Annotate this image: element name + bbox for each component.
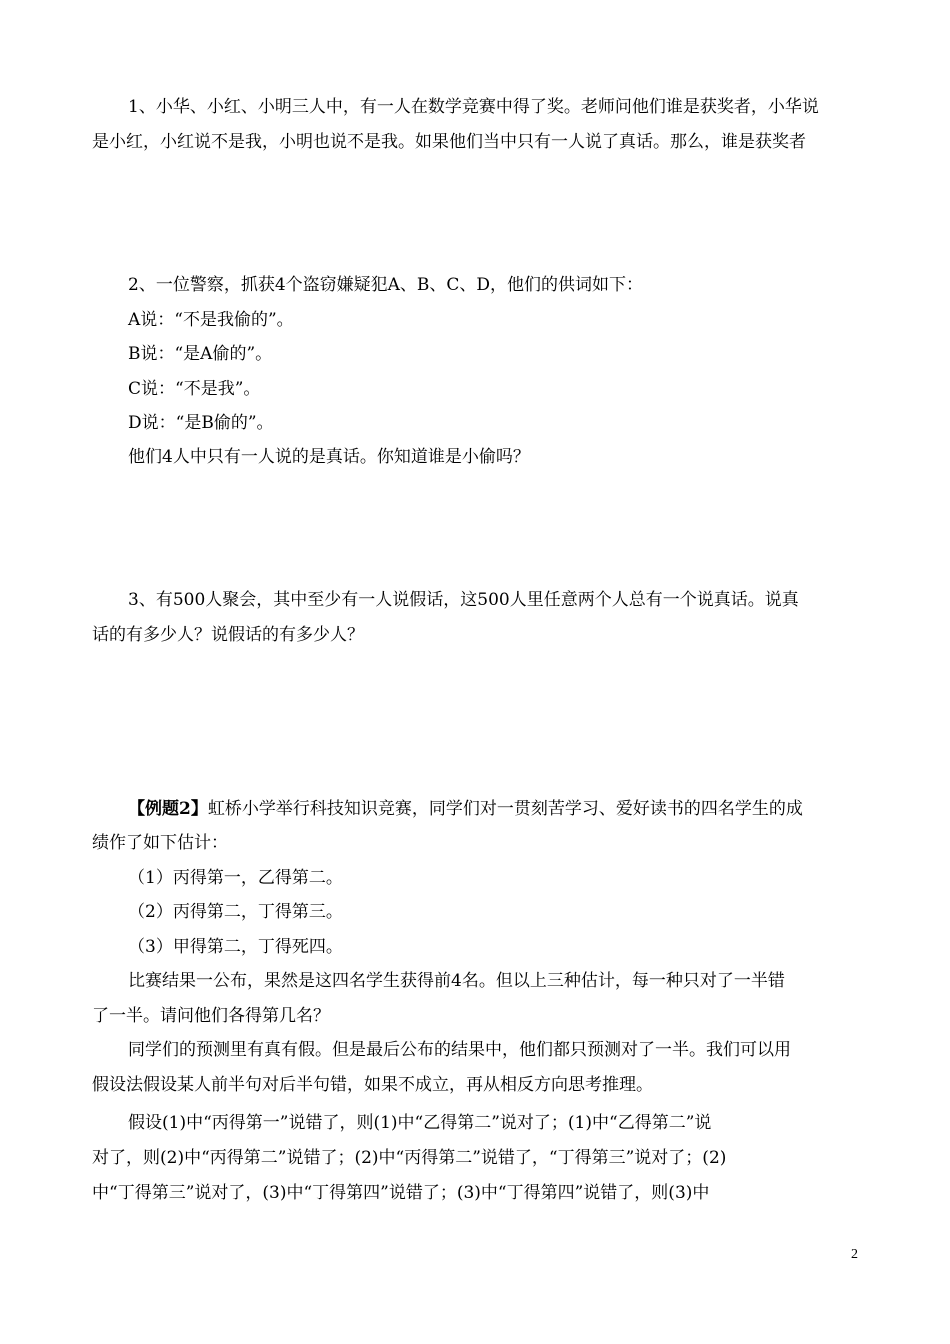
reasoning-line-2: 对了，则(2)中“丙得第二”说错了；(2)中“丙得第二”说错了，“丁得第三”说对了；(2): [92, 1148, 727, 1168]
analysis-line-1: 同学们的预测里有真有假。但是最后公布的结果中，他们都只预测对了一半。我们可以用: [128, 1040, 791, 1060]
estimate-2: （2）丙得第二，丁得第三。: [128, 902, 343, 922]
problem-2-statement-c: C说：“不是我”。: [128, 379, 261, 399]
problem-2-statement-b: B说：“是A偷的”。: [128, 344, 273, 364]
problem-1-line-2: 是小红，小红说不是我，小明也说不是我。如果他们当中只有一人说了真话。那么，谁是获奖者: [92, 132, 806, 152]
problem-2-question: 他们4人中只有一人说的是真话。你知道谁是小偷吗？: [128, 447, 530, 467]
example-2-label: 【例题2】: [128, 799, 208, 819]
estimate-1: （1）丙得第一，乙得第二。: [128, 868, 343, 888]
problem-3-line-2: 话的有多少人？说假话的有多少人？: [92, 625, 364, 645]
problem-2-statement-d: D说：“是B偷的”。: [128, 413, 274, 433]
page-number: 2: [851, 1247, 858, 1262]
reasoning-line-3: 中“丁得第三”说对了，(3)中“丁得第四”说错了；(3)中“丁得第四”说错了，则(3)中: [92, 1183, 710, 1203]
analysis-line-2: 假设法假设某人前半句对后半句错，如果不成立，再从相反方向思考推理。: [92, 1075, 653, 1095]
problem-2-statement-a: A说：“不是我偷的”。: [128, 310, 294, 330]
problem-3-line-1: 3、有500人聚会，其中至少有一人说假话，这500人里任意两个人总有一个说真话。说真: [128, 590, 799, 610]
example-2-line-2: 绩作了如下估计：: [92, 833, 228, 853]
result-line-1: 比赛结果一公布，果然是这四名学生获得前4名。但以上三种估计，每一种只对了一半错: [128, 971, 785, 991]
problem-1-line-1: 1、小华、小红、小明三人中，有一人在数学竞赛中得了奖。老师问他们谁是获奖者，小华说: [128, 97, 819, 117]
reasoning-line-1: 假设(1)中“丙得第一”说错了，则(1)中“乙得第二”说对了；(1)中“乙得第二”说: [128, 1113, 712, 1133]
result-line-2: 了一半。请问他们各得第几名？: [92, 1006, 330, 1026]
estimate-3: （3）甲得第二，丁得死四。: [128, 937, 343, 957]
problem-2-intro: 2、一位警察，抓获4个盗窃嫌疑犯A、B、C、D，他们的供词如下：: [128, 275, 644, 295]
example-2-text: 虹桥小学举行科技知识竞赛，同学们对一贯刻苦学习、爱好读书的四名学生的成: [207, 799, 803, 819]
example-2-line-1: [128, 797, 908, 821]
